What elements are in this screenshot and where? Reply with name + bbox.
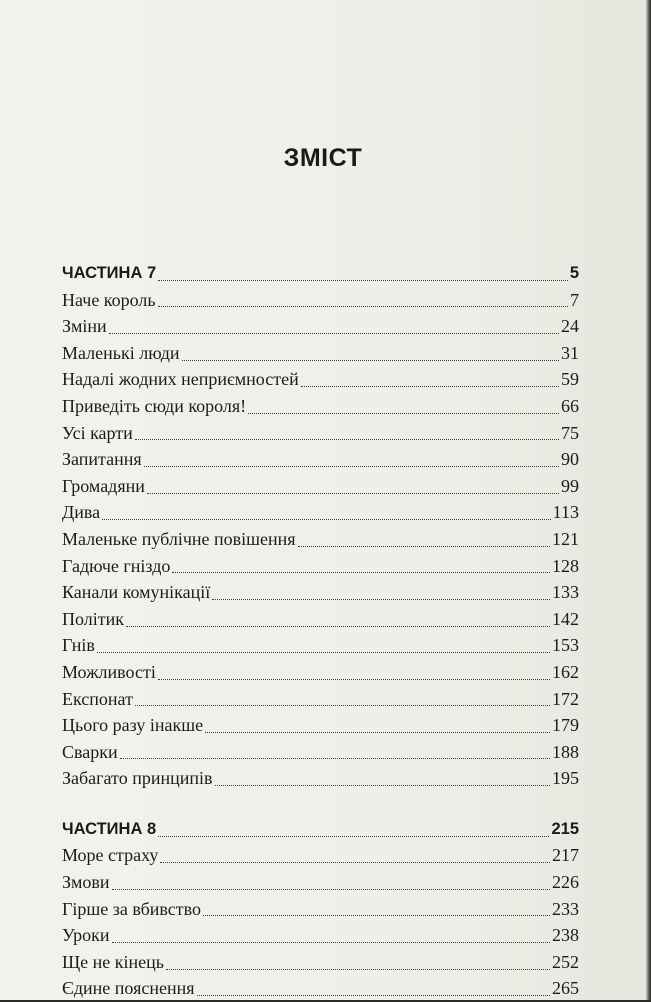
- page-number: 59: [561, 369, 579, 390]
- dot-leader: [126, 626, 550, 627]
- dot-leader: [248, 413, 559, 414]
- chapter-title: Змови: [62, 872, 110, 893]
- chapter-title: Надалі жодних неприємностей: [62, 369, 299, 390]
- chapter-title: Усі карти: [62, 422, 133, 443]
- chapter-row: [62, 975, 579, 1002]
- dot-leader: [158, 280, 568, 281]
- chapter-title: Гірше за вбивство: [62, 898, 202, 919]
- chapter-row: [62, 949, 579, 976]
- dot-leader: [158, 836, 549, 837]
- chapter-row: [62, 632, 579, 659]
- page-number: 90: [561, 449, 579, 470]
- page-number: 233: [552, 898, 579, 919]
- chapter-title: Наче король: [62, 289, 156, 310]
- dot-leader: [97, 652, 550, 653]
- chapter-row: [62, 553, 579, 580]
- dot-leader: [301, 386, 559, 387]
- chapter-row: [62, 712, 579, 739]
- chapter-row: [62, 287, 579, 314]
- chapter-row: [62, 606, 579, 633]
- chapter-row: [62, 526, 579, 553]
- section-gap: [62, 792, 579, 816]
- chapter-title: Маленькі люди: [62, 342, 180, 363]
- chapter-row: [62, 686, 579, 713]
- page-number: 66: [561, 395, 579, 416]
- chapter-row: [62, 340, 579, 367]
- dot-leader: [102, 519, 550, 520]
- dot-leader: [158, 679, 550, 680]
- dot-leader: [203, 915, 550, 916]
- chapter-title: Політик: [62, 608, 124, 629]
- chapter-row: [62, 393, 579, 420]
- dot-leader: [212, 599, 550, 600]
- page-number: 142: [552, 608, 579, 629]
- chapter-title: Забагато принципів: [62, 768, 213, 789]
- chapter-row: [62, 446, 579, 473]
- chapter-title: Море страху: [62, 845, 159, 866]
- dot-leader: [109, 333, 559, 334]
- page-number: 7: [570, 289, 579, 310]
- chapter-row: [62, 739, 579, 766]
- page-number: 265: [552, 978, 579, 999]
- dot-leader: [112, 889, 550, 890]
- chapter-row: [62, 366, 579, 393]
- chapter-title: Можливості: [62, 661, 156, 682]
- chapter-row: [62, 842, 579, 869]
- page-number: 113: [552, 502, 579, 523]
- dot-leader: [182, 360, 559, 361]
- chapter-row: [62, 473, 579, 500]
- chapter-row: [62, 659, 579, 686]
- chapter-row: [62, 499, 579, 526]
- chapter-title: Уроки: [62, 925, 110, 946]
- page-number: 5: [569, 264, 579, 282]
- dot-leader: [147, 493, 559, 494]
- part-heading-row: [62, 816, 579, 843]
- chapter-title: Експонат: [62, 688, 133, 709]
- chapter-row: [62, 579, 579, 606]
- dot-leader: [215, 785, 551, 786]
- page-number: 226: [552, 872, 579, 893]
- chapter-title: Приведіть сюди короля!: [62, 395, 247, 416]
- part-heading-row: [62, 260, 579, 287]
- chapter-row: [62, 765, 579, 792]
- chapter-title: Канали комунікації: [62, 582, 211, 603]
- chapter-title: Цього разу інакше: [62, 715, 204, 736]
- chapter-title: Гнів: [62, 635, 95, 656]
- dot-leader: [205, 732, 550, 733]
- chapter-title: Маленьке публічне повішення: [62, 528, 296, 549]
- page-number: 162: [552, 661, 579, 682]
- page-number: 31: [561, 342, 579, 363]
- chapter-title: Запитання: [62, 449, 142, 470]
- chapter-title: Зміни: [62, 316, 107, 337]
- chapter-row: [62, 420, 579, 447]
- page-title: ЗМІСТ: [283, 144, 363, 172]
- chapter-row: [62, 869, 579, 896]
- chapter-title: Дива: [62, 502, 101, 523]
- dot-leader: [120, 758, 550, 759]
- page-number: 99: [561, 475, 579, 496]
- dot-leader: [112, 942, 550, 943]
- page-number: 24: [561, 316, 579, 337]
- page-number: 153: [552, 635, 579, 656]
- page-number: 217: [552, 845, 579, 866]
- dot-leader: [172, 572, 550, 573]
- dot-leader: [166, 969, 550, 970]
- dot-leader: [158, 306, 568, 307]
- part-title: ЧАСТИНА 8: [62, 819, 157, 838]
- dot-leader: [160, 862, 550, 863]
- page-number: 75: [561, 422, 579, 443]
- page-number: 238: [552, 925, 579, 946]
- chapter-title: Сварки: [62, 741, 118, 762]
- chapter-row: [62, 896, 579, 923]
- page-number: 215: [551, 819, 579, 838]
- page-number: 121: [552, 528, 579, 549]
- dot-leader: [135, 439, 559, 440]
- page-number: 195: [552, 768, 579, 789]
- chapter-title: Єдине пояснення: [62, 978, 195, 999]
- chapter-row: [62, 313, 579, 340]
- page-number: 188: [552, 741, 579, 762]
- page-edge: [646, 0, 651, 1000]
- dot-leader: [144, 466, 559, 467]
- chapter-title: Ще не кінець: [62, 951, 164, 972]
- chapter-title: Гадюче гніздо: [62, 555, 171, 576]
- dot-leader: [298, 546, 550, 547]
- chapter-title: Громадяни: [62, 475, 145, 496]
- part-title: ЧАСТИНА 7: [62, 264, 157, 282]
- page-number: 128: [552, 555, 579, 576]
- table-of-contents: [62, 260, 579, 1002]
- dot-leader: [197, 995, 550, 996]
- page-number: 172: [552, 688, 579, 709]
- page-number: 252: [552, 951, 579, 972]
- page-number: 133: [552, 582, 579, 603]
- page-number: 179: [552, 715, 579, 736]
- chapter-row: [62, 922, 579, 949]
- dot-leader: [135, 705, 550, 706]
